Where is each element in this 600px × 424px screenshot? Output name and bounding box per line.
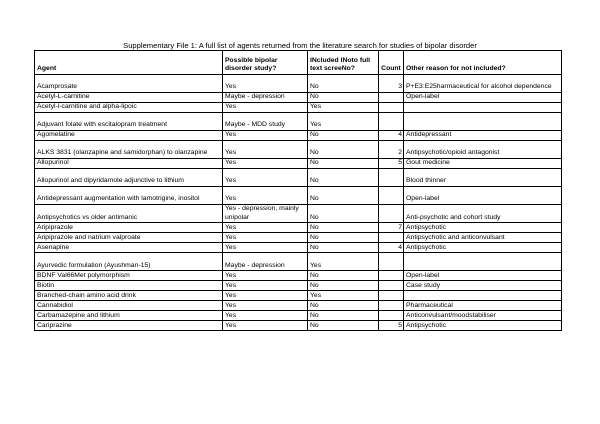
table-row xyxy=(35,113,562,131)
table-row xyxy=(35,291,562,301)
cell-agent: Ayurvedic formulation (Ayushman-15) xyxy=(35,253,223,271)
cell-count xyxy=(379,253,404,271)
cell-other-reason: Antipsychotic/opioid antagonist xyxy=(404,141,562,159)
header-included-full-text: INcluded INoto full text screeNo? xyxy=(308,51,379,75)
cell-other-reason: Antipsychotic and anticonvulsant xyxy=(404,233,562,243)
cell-other-reason: Open-label xyxy=(404,271,562,281)
cell-included-full-text: No xyxy=(308,271,379,281)
table-row xyxy=(35,131,562,141)
cell-count: 7 xyxy=(379,223,404,233)
cell-included-full-text: Yes xyxy=(308,253,379,271)
agents-table xyxy=(34,50,562,331)
header-count: Count xyxy=(379,51,404,75)
cell-agent: Antidepressant augmentation with lamotrigine, inositol xyxy=(35,187,223,205)
cell-possible-bipolar: Yes xyxy=(223,141,308,159)
cell-possible-bipolar: Yes xyxy=(223,131,308,141)
table-row xyxy=(35,281,562,291)
header-row xyxy=(35,51,562,75)
cell-other-reason: Antipsychotic xyxy=(404,321,562,331)
table-row xyxy=(35,311,562,321)
cell-other-reason: P+E3:E25harmaceutical for alcohol dependence xyxy=(404,75,562,93)
cell-agent: Adjuvant folate with escitalopram treatment xyxy=(35,113,223,131)
cell-included-full-text: No xyxy=(308,321,379,331)
table-caption: Supplementary File 1: A full list of agents returned from the literature search for studies of bipolar disorder xyxy=(123,41,477,50)
table-row xyxy=(35,159,562,169)
cell-possible-bipolar: Yes xyxy=(223,291,308,301)
cell-count xyxy=(379,187,404,205)
cell-included-full-text: Yes xyxy=(308,103,379,113)
cell-agent: Cannabidiol xyxy=(35,301,223,311)
cell-agent: Acamprosate xyxy=(35,75,223,93)
cell-count xyxy=(379,281,404,291)
table-row xyxy=(35,103,562,113)
cell-included-full-text: No xyxy=(308,243,379,253)
cell-other-reason: Antipsychotic xyxy=(404,223,562,233)
cell-possible-bipolar: Yes xyxy=(223,187,308,205)
cell-other-reason xyxy=(404,291,562,301)
cell-other-reason: Anticonvulsant/moodstabiliser xyxy=(404,311,562,321)
cell-agent: Allopurinol xyxy=(35,159,223,169)
table-row xyxy=(35,223,562,233)
cell-agent: ALKS 3831 (olanzapine and samidorphan) to olanzapine xyxy=(35,141,223,159)
cell-other-reason xyxy=(404,103,562,113)
cell-count xyxy=(379,233,404,243)
table-row xyxy=(35,243,562,253)
table-row xyxy=(35,169,562,187)
cell-included-full-text: No xyxy=(308,233,379,243)
cell-possible-bipolar: Yes xyxy=(223,169,308,187)
cell-agent: Allopurinol and dipyridamole adjunctive to lithium xyxy=(35,169,223,187)
cell-count: 4 xyxy=(379,243,404,253)
cell-included-full-text: No xyxy=(308,159,379,169)
cell-agent: Acetyl-l-carnitine and alpha-lipoic xyxy=(35,103,223,113)
cell-count xyxy=(379,103,404,113)
cell-other-reason: Antidepressant xyxy=(404,131,562,141)
cell-agent: Asenapine xyxy=(35,243,223,253)
cell-included-full-text: No xyxy=(308,169,379,187)
cell-other-reason: Gout medicine xyxy=(404,159,562,169)
cell-possible-bipolar: Yes xyxy=(223,103,308,113)
cell-included-full-text: No xyxy=(308,75,379,93)
cell-other-reason: Antipsychotic xyxy=(404,243,562,253)
cell-included-full-text: No xyxy=(308,141,379,159)
cell-other-reason: Open-label xyxy=(404,187,562,205)
cell-count: 5 xyxy=(379,321,404,331)
cell-other-reason xyxy=(404,253,562,271)
table-row xyxy=(35,75,562,93)
cell-agent: Aripiprazole and natrium valproate xyxy=(35,233,223,243)
cell-included-full-text: Yes xyxy=(308,291,379,301)
cell-possible-bipolar: Yes xyxy=(223,159,308,169)
cell-count xyxy=(379,311,404,321)
table-row xyxy=(35,253,562,271)
table-row xyxy=(35,187,562,205)
cell-agent: Carbamazepine and lithium xyxy=(35,311,223,321)
cell-possible-bipolar: Yes xyxy=(223,281,308,291)
table-row xyxy=(35,205,562,223)
cell-possible-bipolar: Yes xyxy=(223,311,308,321)
cell-possible-bipolar: Yes xyxy=(223,243,308,253)
cell-other-reason xyxy=(404,113,562,131)
cell-possible-bipolar: Maybe - depression xyxy=(223,253,308,271)
cell-agent: Acetyl-L-carnitine xyxy=(35,93,223,103)
cell-included-full-text: No xyxy=(308,187,379,205)
cell-possible-bipolar: Yes xyxy=(223,233,308,243)
cell-agent: Branched-chain amino acid drink xyxy=(35,291,223,301)
cell-agent: Agomelatine xyxy=(35,131,223,141)
cell-included-full-text: No xyxy=(308,301,379,311)
cell-count xyxy=(379,93,404,103)
cell-count xyxy=(379,205,404,223)
cell-agent: Aripiprazole xyxy=(35,223,223,233)
cell-agent: Cariprazine xyxy=(35,321,223,331)
cell-included-full-text: No xyxy=(308,223,379,233)
table-row xyxy=(35,141,562,159)
header-agent: Agent xyxy=(35,51,223,75)
cell-possible-bipolar: Yes - depression, mainly unipolar xyxy=(223,205,308,223)
cell-included-full-text: No xyxy=(308,205,379,223)
cell-count: 2 xyxy=(379,141,404,159)
cell-possible-bipolar: Yes xyxy=(223,223,308,233)
cell-count xyxy=(379,301,404,311)
cell-count xyxy=(379,169,404,187)
cell-other-reason: Anti-psychotic and cohort study xyxy=(404,205,562,223)
table-row xyxy=(35,321,562,331)
cell-possible-bipolar: Yes xyxy=(223,301,308,311)
cell-other-reason: Open-label xyxy=(404,93,562,103)
cell-included-full-text: No xyxy=(308,311,379,321)
cell-count xyxy=(379,113,404,131)
table-row xyxy=(35,93,562,103)
header-possible-bipolar: Possible bipolar disorder study? xyxy=(223,51,308,75)
cell-possible-bipolar: Maybe - MDD study xyxy=(223,113,308,131)
cell-included-full-text: No xyxy=(308,93,379,103)
cell-included-full-text: No xyxy=(308,131,379,141)
table-row xyxy=(35,271,562,281)
cell-agent: BDNF Val66Met polymorphism xyxy=(35,271,223,281)
cell-agent: Antipsychotics vs older antimanic xyxy=(35,205,223,223)
cell-count: 3 xyxy=(379,75,404,93)
header-other-reason: Other reason for not included? xyxy=(404,51,562,75)
cell-count: 5 xyxy=(379,159,404,169)
cell-possible-bipolar: Maybe - depression xyxy=(223,93,308,103)
table-body xyxy=(35,75,562,331)
cell-other-reason: Blood thinner xyxy=(404,169,562,187)
cell-possible-bipolar: Yes xyxy=(223,75,308,93)
cell-possible-bipolar: Yes xyxy=(223,271,308,281)
table-row xyxy=(35,233,562,243)
cell-count xyxy=(379,271,404,281)
cell-included-full-text: No xyxy=(308,281,379,291)
cell-count: 4 xyxy=(379,131,404,141)
cell-other-reason: Case study xyxy=(404,281,562,291)
cell-count xyxy=(379,291,404,301)
table-row xyxy=(35,301,562,311)
cell-possible-bipolar: Yes xyxy=(223,321,308,331)
cell-included-full-text: Yes xyxy=(308,113,379,131)
cell-agent: Biotin xyxy=(35,281,223,291)
cell-other-reason: Pharmaceutical xyxy=(404,301,562,311)
